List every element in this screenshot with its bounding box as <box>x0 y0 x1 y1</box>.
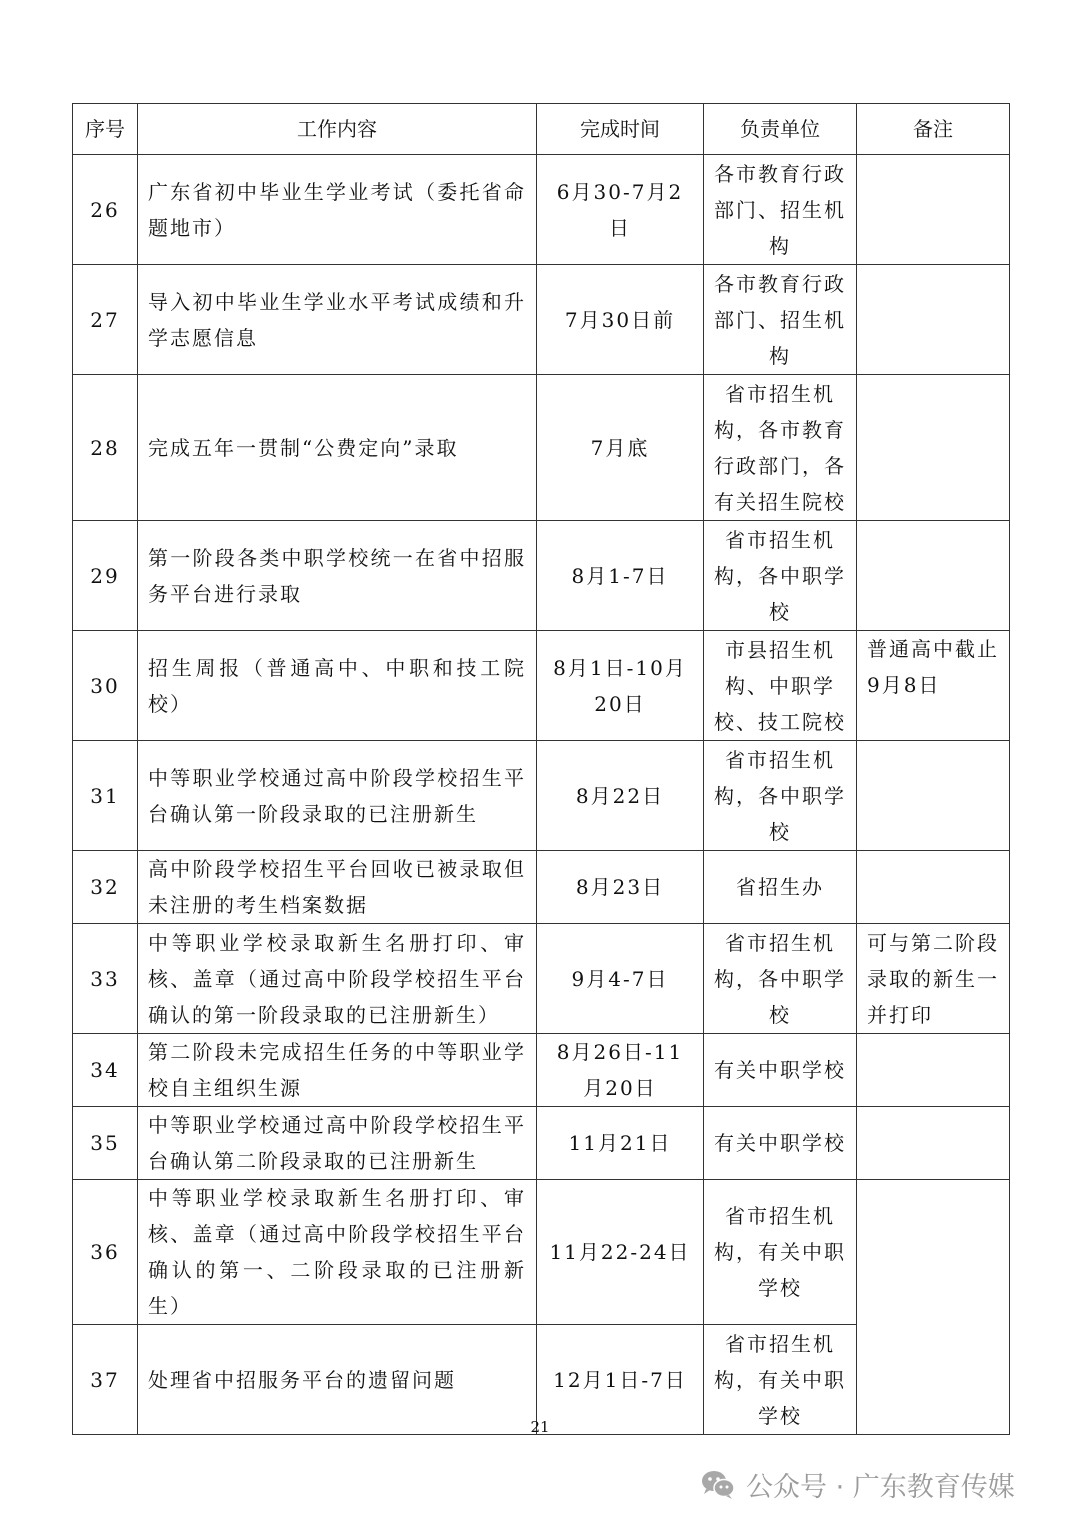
row-note: 普通高中截止9月8日 <box>857 631 1010 741</box>
header-note: 备注 <box>857 104 1010 155</box>
header-no: 序号 <box>73 104 138 155</box>
row-time: 8月22日 <box>537 741 704 851</box>
table-row <box>73 741 1010 851</box>
row-content: 高中阶段学校招生平台回收已被录取但未注册的考生档案数据 <box>138 851 537 924</box>
row-unit: 省市招生机构，有关中职学校 <box>704 1180 857 1325</box>
row-content: 中等职业学校通过高中阶段学校招生平台确认第二阶段录取的已注册新生 <box>138 1107 537 1180</box>
row-unit: 有关中职学校 <box>704 1107 857 1180</box>
row-time: 6月30-7月2日 <box>537 155 704 265</box>
watermark <box>700 1462 1015 1506</box>
row-note: 可与第二阶段录取的新生一并打印 <box>857 924 1010 1034</box>
row-no: 26 <box>73 155 138 265</box>
table-row <box>73 924 1010 1034</box>
row-note <box>857 1034 1010 1107</box>
row-no: 35 <box>73 1107 138 1180</box>
table-row <box>73 375 1010 521</box>
row-no: 29 <box>73 521 138 631</box>
row-no: 27 <box>73 265 138 375</box>
row-note <box>857 851 1010 924</box>
table-row <box>73 1180 1010 1325</box>
row-unit: 省市招生机构，各中职学校 <box>704 924 857 1034</box>
wechat-icon <box>700 1468 736 1500</box>
row-unit: 省招生办 <box>704 851 857 924</box>
row-note <box>857 741 1010 851</box>
row-content: 导入初中毕业生学业水平考试成绩和升学志愿信息 <box>138 265 537 375</box>
row-unit: 省市招生机构，各市教育行政部门，各有关招生院校 <box>704 375 857 521</box>
row-content: 处理省中招服务平台的遗留问题 <box>138 1325 537 1435</box>
row-unit: 有关中职学校 <box>704 1034 857 1107</box>
table-row <box>73 265 1010 375</box>
row-note <box>857 155 1010 265</box>
row-content: 中等职业学校通过高中阶段学校招生平台确认第一阶段录取的已注册新生 <box>138 741 537 851</box>
row-note <box>857 521 1010 631</box>
table-row <box>73 851 1010 924</box>
row-note <box>857 265 1010 375</box>
header-unit: 负责单位 <box>704 104 857 155</box>
row-time: 8月1-7日 <box>537 521 704 631</box>
row-time: 12月1日-7日 <box>537 1325 704 1435</box>
row-time: 11月22-24日 <box>537 1180 704 1325</box>
row-content: 招生周报（普通高中、中职和技工院校） <box>138 631 537 741</box>
page-number: 21 <box>530 1418 550 1436</box>
row-unit: 省市招生机构，各中职学校 <box>704 741 857 851</box>
table-row <box>73 631 1010 741</box>
row-content: 中等职业学校录取新生名册打印、审核、盖章（通过高中阶段学校招生平台确认的第一、二阶段录取的已注册新生） <box>138 1180 537 1325</box>
row-time: 9月4-7日 <box>537 924 704 1034</box>
row-unit: 各市教育行政部门、招生机构 <box>704 265 857 375</box>
table-header-row <box>73 104 1010 155</box>
row-note <box>857 1180 1010 1325</box>
row-content: 第二阶段未完成招生任务的中等职业学校自主组织生源 <box>138 1034 537 1107</box>
row-no: 30 <box>73 631 138 741</box>
row-content: 完成五年一贯制“公费定向”录取 <box>138 375 537 521</box>
row-no: 28 <box>73 375 138 521</box>
row-time: 7月底 <box>537 375 704 521</box>
row-no: 33 <box>73 924 138 1034</box>
row-content: 中等职业学校录取新生名册打印、审核、盖章（通过高中阶段学校招生平台确认的第一阶段录取的已注册新生） <box>138 924 537 1034</box>
row-no: 36 <box>73 1180 138 1325</box>
row-time: 8月26日-11月20日 <box>537 1034 704 1107</box>
row-content: 第一阶段各类中职学校统一在省中招服务平台进行录取 <box>138 521 537 631</box>
row-time: 11月21日 <box>537 1107 704 1180</box>
row-no: 37 <box>73 1325 138 1435</box>
table-row <box>73 521 1010 631</box>
table-row <box>73 1107 1010 1180</box>
row-no: 34 <box>73 1034 138 1107</box>
schedule-table <box>72 103 1010 1435</box>
row-note <box>857 1107 1010 1180</box>
row-time: 8月1日-10月20日 <box>537 631 704 741</box>
row-no: 32 <box>73 851 138 924</box>
row-unit: 省市招生机构，各中职学校 <box>704 521 857 631</box>
row-no: 31 <box>73 741 138 851</box>
header-time: 完成时间 <box>537 104 704 155</box>
table-row <box>73 1034 1010 1107</box>
row-unit: 省市招生机构，有关中职学校 <box>704 1325 857 1435</box>
row-unit: 市县招生机构、中职学校、技工院校 <box>704 631 857 741</box>
header-content: 工作内容 <box>138 104 537 155</box>
row-content: 广东省初中毕业生学业考试（委托省命题地市） <box>138 155 537 265</box>
table-row <box>73 155 1010 265</box>
row-time: 8月23日 <box>537 851 704 924</box>
row-time: 7月30日前 <box>537 265 704 375</box>
row-unit: 各市教育行政部门、招生机构 <box>704 155 857 265</box>
row-note <box>857 375 1010 521</box>
watermark-text: 公众号 · 广东教育传媒 <box>746 1471 1015 1503</box>
